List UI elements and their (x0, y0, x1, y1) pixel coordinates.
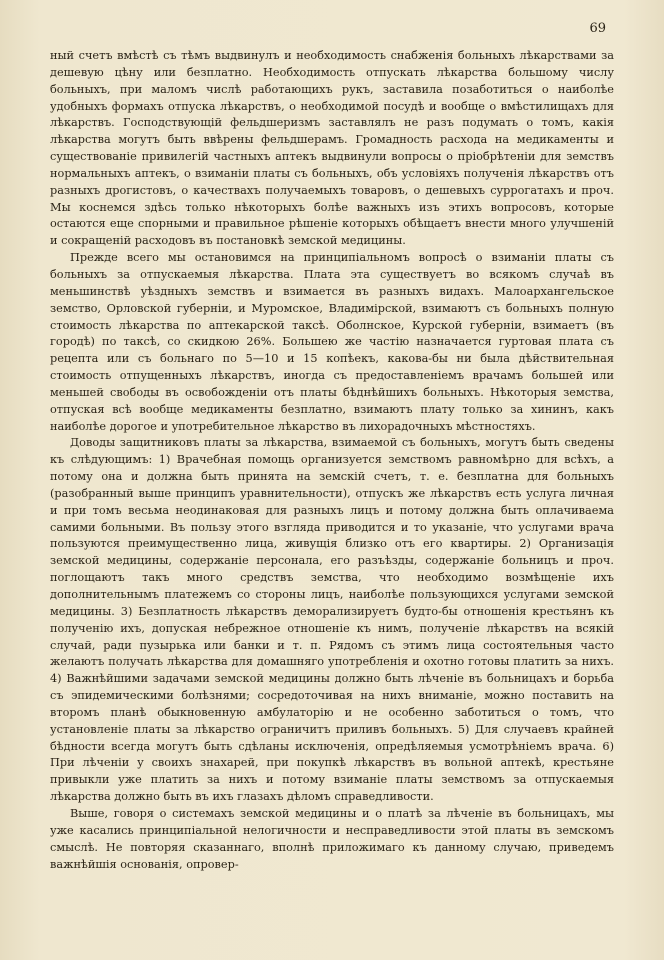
page-number: 69 (589, 21, 606, 36)
paragraph-continued: ный счетъ вмѣстѣ съ тѣмъ выдвинулъ и необходимость снабженія больныхъ лѣкарствами за дешевую цѣну или безплатно. Необходимость отпускать лѣкарства большому числу больныхъ, при маломъ числѣ работающихъ рукъ, заставила позаботиться о наиболѣе удобныхъ формахъ отпуска лѣкарствъ, о необходимой посудѣ и вообще о вмѣстилищахъ для лѣкарствъ. Господствующій фельдшеризмъ заставлялъ не разъ подумать о томъ, какія лѣкарства могутъ быть ввѣрены фельдшерамъ. Громадность расхода на медикаменты и существованіе привилегій частныхъ аптекъ выдвинули вопросы о пріобрѣтеніи для земствъ нормальныхъ аптекъ, о взиманіи платы съ больныхъ, объ условіяхъ полученія лѣкарствъ отъ разныхъ дрогистовъ, о качествахъ получаемыхъ товаровъ, о дешевыхъ суррогатахъ и проч. Мы коснемся здѣсь только нѣкоторыхъ болѣе важныхъ изъ этихъ вопросовъ, которые остаются еще спорными и правильное рѣшеніе которыхъ обѣщаетъ внести много улучшеній и сокращеній расходовъ въ постановкѣ земской медицины. (50, 49, 614, 248)
body-text (50, 48, 614, 873)
paragraph-rebuttal: Выше, говоря о системахъ земской медицины и о платѣ за лѣченіе въ больницахъ, мы уже касались принципіальной нелогичности и несправедливости этой платы въ земскомъ смыслѣ. Не повторяя сказаннаго, вполнѣ приложимаго къ данному случаю, приведемъ важнѣйшія основанія, опровер- (50, 806, 614, 871)
paragraph-payment-question: Прежде всего мы остановимся на принципіальномъ вопросѣ о взиманіи платы съ больныхъ за отпускаемыя лѣкарства. Плата эта существуетъ во всякомъ случаѣ въ меньшинствѣ уѣздныхъ земствъ и взимается въ разныхъ видахъ. Малоархангельское земство, Орловской губерніи, и Муромское, Владимірской, взимаютъ съ больныхъ полную стоимость лѣкарства по аптекарской таксѣ. Оболнское, Курской губерніи, взимаетъ (въ городѣ) по таксѣ, со скидкою 26%. Большею же частію назначается гуртовая плата съ рецепта или съ больнаго по 5—10 и 15 копѣекъ, какова-бы ни была дѣйствительная стоимость отпущенныхъ лѣкарствъ, иногда съ предоставленіемъ врачамъ большей или меньшей свободы въ освобожденіи отъ платы бѣднѣйшихъ больныхъ. Нѣкоторыя земства, отпуская всѣ вообще медикаменты безплатно, взимаютъ плату только за хининъ, какъ наиболѣе дорогое и употребительное лѣкарство въ лихорадочныхъ мѣстностяхъ. (50, 251, 614, 433)
paragraph-arguments: Доводы защитниковъ платы за лѣкарства, взимаемой съ больныхъ, могутъ быть сведены къ слѣдующимъ: 1) Врачебная помощь организуется земствомъ равномѣрно для всѣхъ, а потому она и должна быть принята на земскій счетъ, т. е. безплатна для больныхъ (разобранный выше принципъ уравнительности), отпускъ же лѣкарствъ есть услуга личная и при томъ весьма неодинаковая для разныхъ лицъ и потому должна быть оплачиваема самими больными. Въ пользу этого взгляда приводится и то указаніе, что услугами врача пользуются преимущественно лица, живущія близко отъ его квартиры. 2) Организація земской медицины, содержаніе персонала, его разъѣзды, содержаніе больницъ и проч. поглощаютъ такъ много средствъ земства, что необходимо возмѣщеніе ихъ дополнительнымъ платежемъ со стороны лицъ, наиболѣе пользующихся услугами земской медицины. 3) Безплатность лѣкарствъ деморализируетъ будто-бы отношенія крестьянъ къ полученію ихъ, допуская небрежное отношеніе къ нимъ, полученіе лѣкарствъ на всякій случай, ради пузырька или банки и т. п. Рядомъ съ этимъ лица состоятельныя часто желаютъ получать лѣкарства для домашняго употребленія и охотно готовы платить за нихъ. 4) Важнѣйшими задачами земской медицины должно быть лѣченіе въ больницахъ и борьба съ эпидемическими болѣзнями; сосредоточивая на нихъ вниманіе, можно поставить на второмъ планѣ обыкновенную амбулаторію и не особенно заботиться о томъ, что установленіе платы за лѣкарство ограничитъ приливъ больныхъ. 5) Для случаевъ крайней бѣдности всегда могутъ быть сдѣланы исключенія, опредѣляемыя усмотрѣніемъ врача. 6) При лѣченіи у своихъ знахарей, при покупкѣ лѣкарствъ въ вольной аптекѣ, крестьяне привыкли уже платить за нихъ и потому взиманіе платы земствомъ за отпускаемыя лѣкарства должно быть въ ихъ глазахъ дѣломъ справедливости. (50, 436, 614, 804)
